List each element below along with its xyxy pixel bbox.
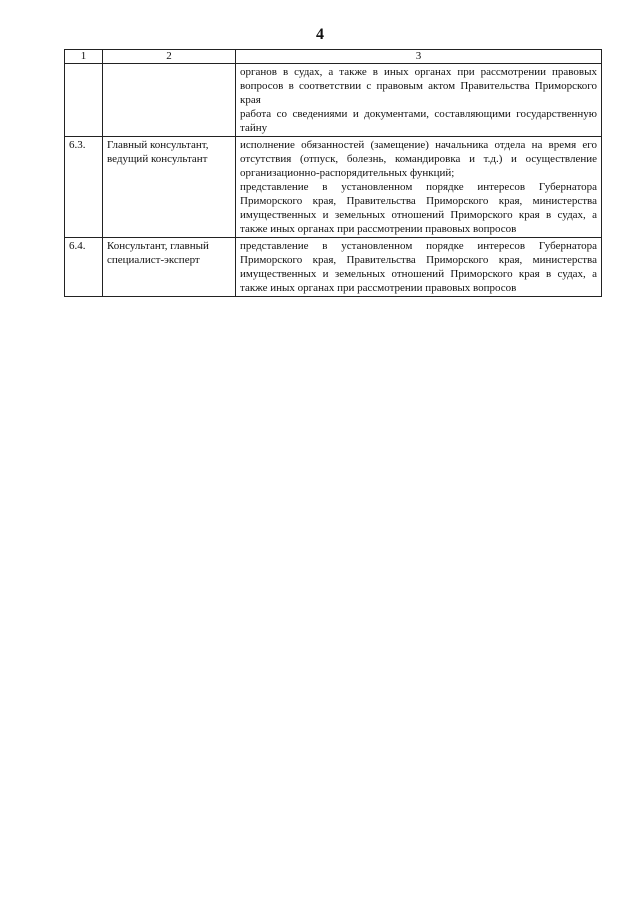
row-number: 6.3. bbox=[65, 137, 103, 238]
column-header-number: 1 bbox=[65, 50, 103, 64]
table-header-row bbox=[65, 50, 602, 64]
row-functions bbox=[236, 238, 602, 297]
column-header-position: 2 bbox=[103, 50, 236, 64]
table-row bbox=[65, 238, 602, 297]
function-item: органов в судах, а также в иных органах при рассмотрении правовых вопросов в соответствии с правовым актом Правительства Приморского края bbox=[240, 66, 597, 106]
row-number bbox=[65, 64, 103, 137]
table-row bbox=[65, 137, 602, 238]
function-item: работа со сведениями и документами, составляющими государственную тайну bbox=[240, 108, 597, 134]
positions-table bbox=[64, 49, 602, 297]
row-functions bbox=[236, 64, 602, 137]
page-number: 4 bbox=[316, 26, 324, 43]
row-position: Консультант, главный специалист-эксперт bbox=[103, 238, 236, 297]
function-item: представление в установленном порядке интересов Губернатора Приморского края, Правительства Приморского края, министерства имущественных и земельных отношений Приморского края в судах, а также иных органах при рассмотрении правовых вопросов bbox=[240, 240, 597, 294]
function-item: исполнение обязанностей (замещение) начальника отдела на время его отсутствия (отпуск, болезнь, командировка и т.д.) и осуществление организационно-распорядительных функций; bbox=[240, 139, 597, 179]
table-row bbox=[65, 64, 602, 137]
row-position: Главный консультант, ведущий консультант bbox=[103, 137, 236, 238]
row-position bbox=[103, 64, 236, 137]
column-header-functions: 3 bbox=[236, 50, 602, 64]
row-functions bbox=[236, 137, 602, 238]
function-item: представление в установленном порядке интересов Губернатора Приморского края, Правительства Приморского края, министерства имущественных и земельных отношений Приморского края в судах, а также иных органах при рассмотрении правовых вопросов bbox=[240, 181, 597, 235]
row-number: 6.4. bbox=[65, 238, 103, 297]
